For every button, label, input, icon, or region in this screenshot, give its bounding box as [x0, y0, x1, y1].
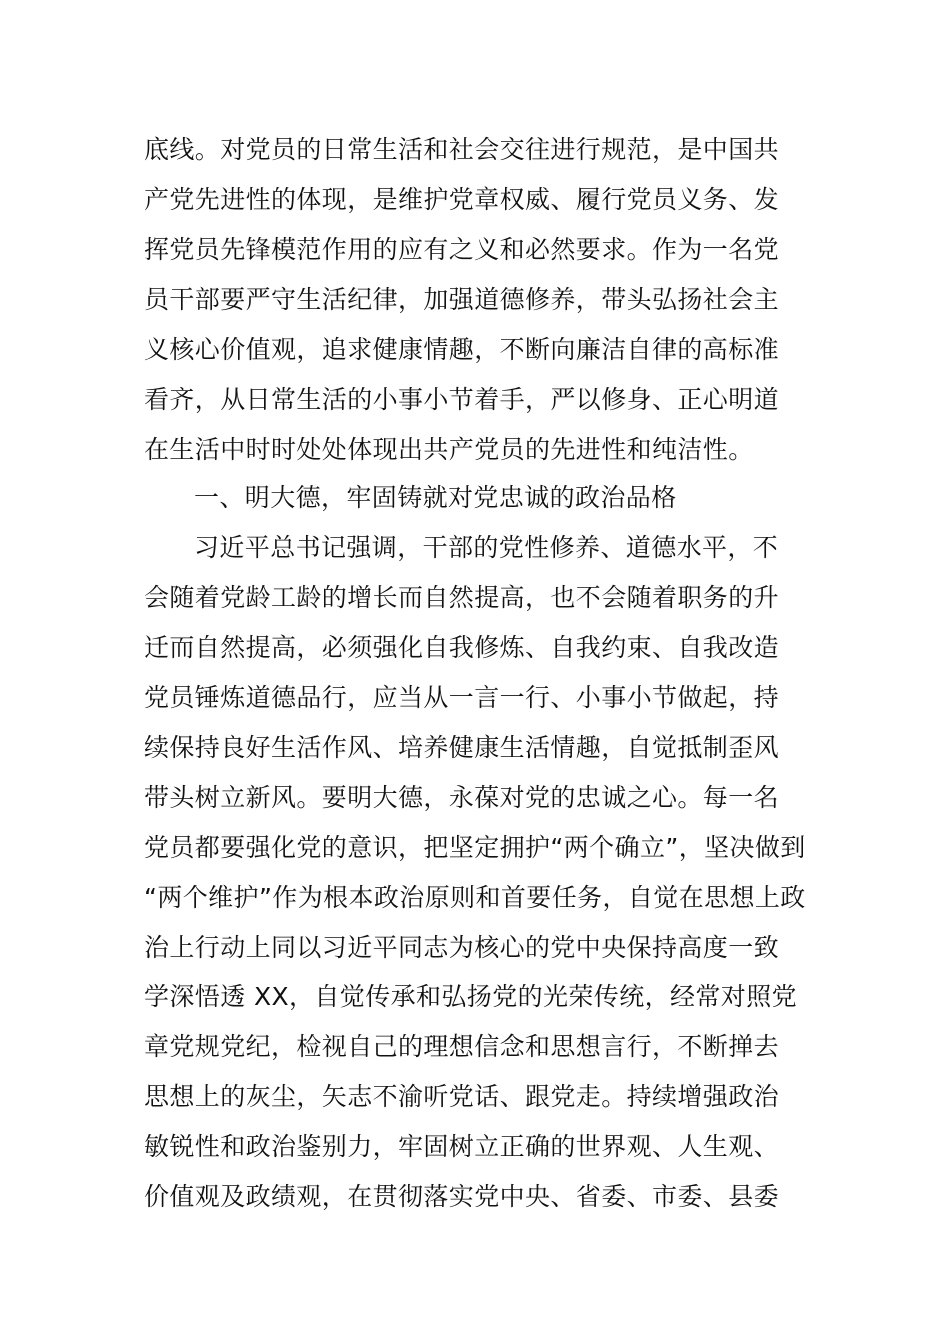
text-line: 会随着党龄工龄的增长而自然提高，也不会随着职务的升: [144, 583, 780, 612]
text-line: 挥党员先锋模范作用的应有之义和必然要求。作为一名党: [144, 235, 780, 264]
text-line: 看齐，从日常生活的小事小节着手，严以修身、正心明道: [144, 385, 780, 414]
text-line: 续保持良好生活作风、培养健康生活情趣，自觉抵制歪风: [144, 733, 780, 762]
text-line: 党员锤炼道德品行，应当从一言一行、小事小节做起，持: [144, 683, 780, 712]
text-line: 学深悟透 XX，自觉传承和弘扬党的光荣传统，经常对照党: [144, 982, 798, 1011]
text-line: 章党规党纪，检视自己的理想信念和思想言行，不断掸去: [144, 1032, 780, 1061]
text-line: 敏锐性和政治鉴别力，牢固树立正确的世界观、人生观、: [144, 1132, 780, 1161]
text-line: “两个维护”作为根本政治原则和首要任务，自觉在思想上政: [144, 883, 806, 912]
text-line: 带头树立新风。要明大德，永葆对党的忠诚之心。每一名: [144, 783, 780, 812]
text-line: 产党先进性的体现，是维护党章权威、履行党员义务、发: [144, 185, 780, 214]
text-line: 迁而自然提高，必须强化自我修炼、自我约束、自我改造: [144, 633, 780, 662]
section-heading: 一、明大德，牢固铸就对党忠诚的政治品格: [194, 483, 677, 512]
text-line: 在生活中时时处处体现出共产党员的先进性和纯洁性。: [144, 435, 754, 464]
text-line: 党员都要强化党的意识，把坚定拥护“两个确立”，坚决做到: [144, 833, 806, 862]
text-line: 义核心价值观，追求健康情趣，不断向廉洁自律的高标准: [144, 335, 780, 364]
text-line: 员干部要严守生活纪律，加强道德修养，带头弘扬社会主: [144, 285, 780, 314]
text-line: 价值观及政绩观，在贯彻落实党中央、省委、市委、县委: [144, 1182, 780, 1211]
text-line: 底线。对党员的日常生活和社会交往进行规范，是中国共: [144, 135, 780, 164]
text-line: 习近平总书记强调，干部的党性修养、道德水平，不: [194, 533, 779, 562]
text-line: 思想上的灰尘，矢志不渝听党话、跟党走。持续增强政治: [144, 1082, 780, 1111]
text-line: 治上行动上同以习近平同志为核心的党中央保持高度一致: [144, 933, 780, 962]
